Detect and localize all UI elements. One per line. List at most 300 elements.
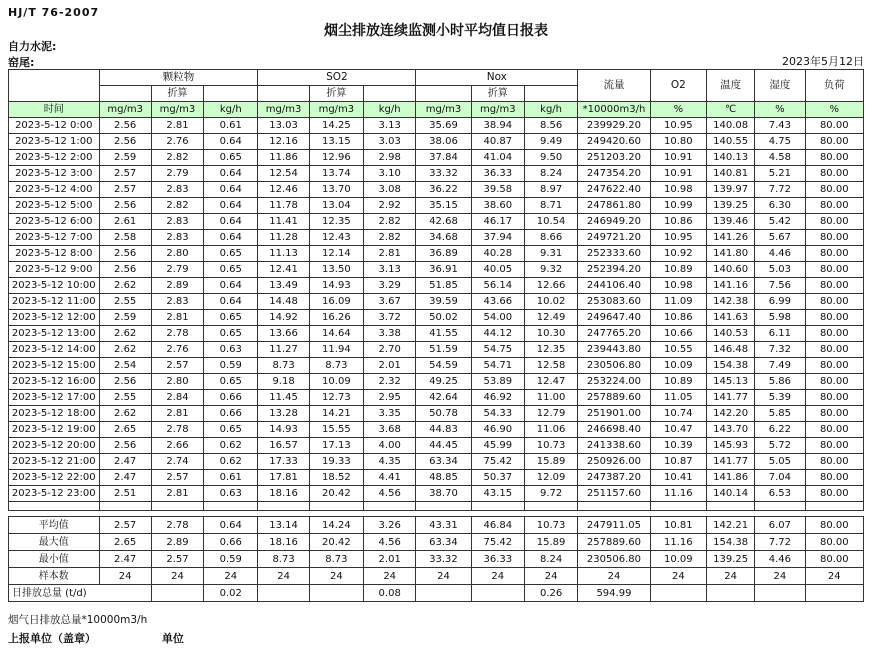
table-row xyxy=(9,262,864,278)
summary-row xyxy=(9,517,864,534)
value-cell: 12.41 xyxy=(258,262,309,278)
table-row xyxy=(9,182,864,198)
value-cell: 14.64 xyxy=(309,326,363,342)
site-name: 窑尾: xyxy=(8,56,35,69)
blank-cell xyxy=(524,502,577,511)
value-cell: 14.25 xyxy=(309,118,363,134)
signature-line xyxy=(8,630,864,646)
unit-header: mg/m3 xyxy=(151,102,203,118)
value-cell: 141.26 xyxy=(706,230,754,246)
report-date: 2023年5月12日 xyxy=(782,55,864,68)
value-cell: 8.24 xyxy=(524,551,577,568)
value-cell: 2.80 xyxy=(151,374,203,390)
value-cell: 0.65 xyxy=(204,310,258,326)
value-cell: 54.33 xyxy=(471,406,524,422)
value-cell: 36.22 xyxy=(416,182,471,198)
value-cell: 46.90 xyxy=(471,422,524,438)
value-cell: 54.75 xyxy=(471,342,524,358)
value-cell: 2.51 xyxy=(99,486,151,502)
time-cell: 2023-5-12 9:00 xyxy=(9,262,100,278)
value-cell: 2.76 xyxy=(151,134,203,150)
value-cell: 24 xyxy=(364,568,416,585)
value-cell: 20.42 xyxy=(309,486,363,502)
value-cell: 0.59 xyxy=(204,358,258,374)
summary-row xyxy=(9,534,864,551)
value-cell: 2.58 xyxy=(99,230,151,246)
value-cell: 2.92 xyxy=(364,198,416,214)
value-cell: 8.73 xyxy=(309,358,363,374)
value-cell: 2.56 xyxy=(99,134,151,150)
value-cell: 35.15 xyxy=(416,198,471,214)
value-cell: 3.29 xyxy=(364,278,416,294)
value-cell: 0.65 xyxy=(204,150,258,166)
report-unit-label: 上报单位（盖章） xyxy=(8,632,96,645)
time-cell: 2023-5-12 15:00 xyxy=(9,358,100,374)
value-cell: 80.00 xyxy=(805,454,863,470)
value-cell: 247354.20 xyxy=(578,166,650,182)
value-cell: 16.26 xyxy=(309,310,363,326)
table-row xyxy=(9,278,864,294)
value-cell: 0.61 xyxy=(204,118,258,134)
value-cell: 80.00 xyxy=(805,182,863,198)
value-cell: 10.30 xyxy=(524,326,577,342)
value-cell: 257889.60 xyxy=(578,534,650,551)
value-cell: 2.82 xyxy=(151,150,203,166)
value-cell: 14.92 xyxy=(258,310,309,326)
value-cell: 10.47 xyxy=(650,422,706,438)
table-row xyxy=(9,230,864,246)
table-row xyxy=(9,422,864,438)
value-cell: 2.81 xyxy=(364,246,416,262)
value-cell: 3.10 xyxy=(364,166,416,182)
blank-cell xyxy=(471,502,524,511)
blank-cell xyxy=(99,86,151,102)
value-cell: 253083.60 xyxy=(578,294,650,310)
value-cell: 13.03 xyxy=(258,118,309,134)
value-cell: 13.14 xyxy=(258,517,309,534)
value-cell: 2.56 xyxy=(99,374,151,390)
value-cell: 24 xyxy=(204,568,258,585)
value-cell xyxy=(755,585,805,602)
value-cell: 24 xyxy=(471,568,524,585)
time-cell: 2023-5-12 17:00 xyxy=(9,390,100,406)
value-cell: 251901.00 xyxy=(578,406,650,422)
value-cell: 6.22 xyxy=(755,422,805,438)
value-cell: 49.25 xyxy=(416,374,471,390)
value-cell: 41.04 xyxy=(471,150,524,166)
time-cell: 2023-5-12 2:00 xyxy=(9,150,100,166)
time-cell: 2023-5-12 10:00 xyxy=(9,278,100,294)
value-cell: 44.12 xyxy=(471,326,524,342)
value-cell: 8.66 xyxy=(524,230,577,246)
daily-total-label: 日排放总量 (t/d) xyxy=(9,585,152,602)
value-cell: 0.64 xyxy=(204,214,258,230)
time-cell: 2023-5-12 16:00 xyxy=(9,374,100,390)
value-cell: 0.64 xyxy=(204,278,258,294)
value-cell: 13.50 xyxy=(309,262,363,278)
value-cell: 247911.05 xyxy=(578,517,650,534)
value-cell: 10.39 xyxy=(650,438,706,454)
value-cell: 50.78 xyxy=(416,406,471,422)
value-cell: 2.74 xyxy=(151,454,203,470)
daily-total-row xyxy=(9,585,864,602)
value-cell: 246698.40 xyxy=(578,422,650,438)
unit-label: 单位 xyxy=(161,632,184,645)
value-cell: 4.58 xyxy=(755,150,805,166)
value-cell: 24 xyxy=(755,568,805,585)
time-cell: 2023-5-12 19:00 xyxy=(9,422,100,438)
time-cell: 2023-5-12 21:00 xyxy=(9,454,100,470)
summary-rows xyxy=(9,517,864,602)
header-group-row xyxy=(9,70,864,86)
table-row xyxy=(9,358,864,374)
value-cell: 8.73 xyxy=(258,551,309,568)
value-cell: 2.81 xyxy=(151,118,203,134)
value-cell: 0.66 xyxy=(204,390,258,406)
value-cell: 2.56 xyxy=(99,198,151,214)
value-cell: 2.57 xyxy=(151,358,203,374)
value-cell: 14.21 xyxy=(309,406,363,422)
value-cell: 38.70 xyxy=(416,486,471,502)
value-cell: 50.37 xyxy=(471,470,524,486)
standard-code: HJ/T 76-2007 xyxy=(8,6,100,19)
value-cell: 3.03 xyxy=(364,134,416,150)
value-cell: 12.79 xyxy=(524,406,577,422)
value-cell: 2.98 xyxy=(364,150,416,166)
blank-cell xyxy=(258,86,309,102)
value-cell: 19.33 xyxy=(309,454,363,470)
value-cell: 40.87 xyxy=(471,134,524,150)
value-cell: 80.00 xyxy=(805,438,863,454)
value-cell: 44.83 xyxy=(416,422,471,438)
value-cell: 38.06 xyxy=(416,134,471,150)
value-cell: 141.16 xyxy=(706,278,754,294)
value-cell: 5.85 xyxy=(755,406,805,422)
value-cell: 42.68 xyxy=(416,214,471,230)
value-cell: 0.65 xyxy=(204,374,258,390)
value-cell: 80.00 xyxy=(805,294,863,310)
value-cell: 11.06 xyxy=(524,422,577,438)
value-cell: 10.87 xyxy=(650,454,706,470)
summary-label: 最小值 xyxy=(9,551,100,568)
value-cell: 4.41 xyxy=(364,470,416,486)
value-cell: 0.08 xyxy=(364,585,416,602)
value-cell: 2.59 xyxy=(99,150,151,166)
value-cell: 2.56 xyxy=(99,246,151,262)
value-cell: 0.64 xyxy=(204,134,258,150)
converted-label: 折算 xyxy=(309,86,363,102)
value-cell: 24 xyxy=(416,568,471,585)
value-cell: 5.21 xyxy=(755,166,805,182)
value-cell: 8.97 xyxy=(524,182,577,198)
blank-cell xyxy=(204,502,258,511)
value-cell: 42.64 xyxy=(416,390,471,406)
value-cell: 11.00 xyxy=(524,390,577,406)
value-cell xyxy=(706,585,754,602)
value-cell: 2.59 xyxy=(99,310,151,326)
value-cell: 2.56 xyxy=(99,438,151,454)
header-humidity: 湿度 xyxy=(755,70,805,102)
value-cell: 12.66 xyxy=(524,278,577,294)
value-cell: 6.30 xyxy=(755,198,805,214)
time-cell: 2023-5-12 0:00 xyxy=(9,118,100,134)
value-cell: 2.65 xyxy=(99,534,151,551)
value-cell: 5.05 xyxy=(755,454,805,470)
value-cell: 4.56 xyxy=(364,534,416,551)
value-cell: 54.59 xyxy=(416,358,471,374)
value-cell: 80.00 xyxy=(805,470,863,486)
value-cell: 44.45 xyxy=(416,438,471,454)
units-row xyxy=(9,102,864,118)
value-cell: 0.62 xyxy=(204,438,258,454)
value-cell: 5.39 xyxy=(755,390,805,406)
value-cell: 48.85 xyxy=(416,470,471,486)
value-cell: 36.33 xyxy=(471,166,524,182)
value-cell: 252333.60 xyxy=(578,246,650,262)
value-cell: 80.00 xyxy=(805,390,863,406)
value-cell: 247387.20 xyxy=(578,470,650,486)
value-cell: 2.57 xyxy=(99,182,151,198)
value-cell: 80.00 xyxy=(805,422,863,438)
time-cell: 2023-5-12 12:00 xyxy=(9,310,100,326)
value-cell: 12.58 xyxy=(524,358,577,374)
value-cell: 13.66 xyxy=(258,326,309,342)
value-cell: 15.89 xyxy=(524,534,577,551)
value-cell: 80.00 xyxy=(805,358,863,374)
blank-cell xyxy=(364,86,416,102)
value-cell: 80.00 xyxy=(805,230,863,246)
value-cell: 2.61 xyxy=(99,214,151,230)
value-cell: 2.78 xyxy=(151,517,203,534)
value-cell: 80.00 xyxy=(805,134,863,150)
value-cell: 2.57 xyxy=(151,551,203,568)
value-cell: 80.00 xyxy=(805,374,863,390)
value-cell xyxy=(258,585,309,602)
value-cell: 80.00 xyxy=(805,342,863,358)
header-so2: SO2 xyxy=(258,70,416,86)
value-cell: 10.55 xyxy=(650,342,706,358)
value-cell: 140.60 xyxy=(706,262,754,278)
value-cell: 7.56 xyxy=(755,278,805,294)
value-cell: 11.13 xyxy=(258,246,309,262)
unit-header: mg/m3 xyxy=(258,102,309,118)
value-cell: 13.70 xyxy=(309,182,363,198)
value-cell: 36.91 xyxy=(416,262,471,278)
value-cell: 2.01 xyxy=(364,551,416,568)
value-cell: 3.13 xyxy=(364,118,416,134)
value-cell: 139.25 xyxy=(706,551,754,568)
value-cell: 2.55 xyxy=(99,390,151,406)
value-cell: 4.46 xyxy=(755,246,805,262)
value-cell: 142.38 xyxy=(706,294,754,310)
value-cell: 0.64 xyxy=(204,198,258,214)
value-cell: 43.15 xyxy=(471,486,524,502)
value-cell: 24 xyxy=(99,568,151,585)
header-o2: O2 xyxy=(650,70,706,102)
value-cell: 13.28 xyxy=(258,406,309,422)
time-cell: 2023-5-12 13:00 xyxy=(9,326,100,342)
value-cell: 63.34 xyxy=(416,454,471,470)
value-cell: 241338.60 xyxy=(578,438,650,454)
unit-header: kg/h xyxy=(204,102,258,118)
value-cell: 11.41 xyxy=(258,214,309,230)
value-cell: 154.38 xyxy=(706,534,754,551)
value-cell: 56.14 xyxy=(471,278,524,294)
table-row xyxy=(9,326,864,342)
value-cell: 2.84 xyxy=(151,390,203,406)
table-row xyxy=(9,390,864,406)
blank-cell xyxy=(706,502,754,511)
value-cell: 10.41 xyxy=(650,470,706,486)
value-cell: 40.05 xyxy=(471,262,524,278)
value-cell: 24 xyxy=(706,568,754,585)
value-cell: 0.64 xyxy=(204,294,258,310)
blank-cell xyxy=(309,502,363,511)
value-cell: 51.85 xyxy=(416,278,471,294)
value-cell: 10.92 xyxy=(650,246,706,262)
value-cell: 4.56 xyxy=(364,486,416,502)
value-cell: 17.33 xyxy=(258,454,309,470)
value-cell: 18.52 xyxy=(309,470,363,486)
converted-label: 折算 xyxy=(471,86,524,102)
value-cell: 4.00 xyxy=(364,438,416,454)
table-row xyxy=(9,406,864,422)
value-cell: 80.00 xyxy=(805,406,863,422)
value-cell: 140.13 xyxy=(706,150,754,166)
summary-label: 平均值 xyxy=(9,517,100,534)
value-cell: 10.89 xyxy=(650,374,706,390)
value-cell: 3.67 xyxy=(364,294,416,310)
value-cell: 9.72 xyxy=(524,486,577,502)
value-cell: 11.05 xyxy=(650,390,706,406)
value-cell: 249420.60 xyxy=(578,134,650,150)
value-cell: 0.63 xyxy=(204,342,258,358)
value-cell: 43.66 xyxy=(471,294,524,310)
value-cell: 38.94 xyxy=(471,118,524,134)
value-cell: 4.35 xyxy=(364,454,416,470)
value-cell: 0.02 xyxy=(204,585,258,602)
value-cell: 18.16 xyxy=(258,486,309,502)
value-cell: 34.68 xyxy=(416,230,471,246)
value-cell: 230506.80 xyxy=(578,551,650,568)
value-cell: 50.02 xyxy=(416,310,471,326)
value-cell: 14.93 xyxy=(258,422,309,438)
value-cell: 80.00 xyxy=(805,214,863,230)
value-cell: 39.58 xyxy=(471,182,524,198)
value-cell: 2.79 xyxy=(151,262,203,278)
time-cell: 2023-5-12 8:00 xyxy=(9,246,100,262)
table-row xyxy=(9,294,864,310)
value-cell: 6.99 xyxy=(755,294,805,310)
value-cell: 36.33 xyxy=(471,551,524,568)
value-cell: 37.84 xyxy=(416,150,471,166)
value-cell: 2.62 xyxy=(99,278,151,294)
value-cell: 11.28 xyxy=(258,230,309,246)
value-cell: 8.73 xyxy=(258,358,309,374)
value-cell: 10.86 xyxy=(650,214,706,230)
value-cell: 46.92 xyxy=(471,390,524,406)
value-cell: 10.09 xyxy=(309,374,363,390)
value-cell: 143.70 xyxy=(706,422,754,438)
summary-label: 样本数 xyxy=(9,568,100,585)
value-cell: 10.91 xyxy=(650,166,706,182)
unit-header: % xyxy=(755,102,805,118)
value-cell: 12.49 xyxy=(524,310,577,326)
value-cell: 142.20 xyxy=(706,406,754,422)
summary-row xyxy=(9,568,864,585)
value-cell: 10.74 xyxy=(650,406,706,422)
table-row xyxy=(9,470,864,486)
value-cell: 3.26 xyxy=(364,517,416,534)
table-row xyxy=(9,198,864,214)
value-cell: 6.07 xyxy=(755,517,805,534)
value-cell: 2.57 xyxy=(99,166,151,182)
value-cell: 2.89 xyxy=(151,278,203,294)
value-cell: 2.81 xyxy=(151,406,203,422)
value-cell: 257889.60 xyxy=(578,390,650,406)
value-cell: 10.66 xyxy=(650,326,706,342)
value-cell: 4.46 xyxy=(755,551,805,568)
value-cell: 16.09 xyxy=(309,294,363,310)
value-cell: 8.73 xyxy=(309,551,363,568)
value-cell: 51.59 xyxy=(416,342,471,358)
value-cell: 2.79 xyxy=(151,166,203,182)
value-cell: 0.65 xyxy=(204,262,258,278)
value-cell: 11.78 xyxy=(258,198,309,214)
value-cell: 15.89 xyxy=(524,454,577,470)
value-cell: 7.43 xyxy=(755,118,805,134)
value-cell: 2.47 xyxy=(99,551,151,568)
value-cell: 17.81 xyxy=(258,470,309,486)
unit-header: kg/h xyxy=(364,102,416,118)
value-cell: 10.54 xyxy=(524,214,577,230)
value-cell: 6.53 xyxy=(755,486,805,502)
value-cell: 2.57 xyxy=(151,470,203,486)
value-cell: 140.53 xyxy=(706,326,754,342)
value-cell: 2.54 xyxy=(99,358,151,374)
value-cell xyxy=(151,585,203,602)
converted-label: 折算 xyxy=(151,86,203,102)
value-cell: 11.86 xyxy=(258,150,309,166)
value-cell: 230506.80 xyxy=(578,358,650,374)
time-cell: 2023-5-12 6:00 xyxy=(9,214,100,230)
hourly-rows xyxy=(9,118,864,511)
header-temperature: 温度 xyxy=(706,70,754,102)
value-cell: 0.62 xyxy=(204,454,258,470)
value-cell: 2.32 xyxy=(364,374,416,390)
value-cell: 2.80 xyxy=(151,246,203,262)
value-cell: 80.00 xyxy=(805,118,863,134)
value-cell: 35.69 xyxy=(416,118,471,134)
value-cell: 75.42 xyxy=(471,534,524,551)
value-cell: 139.97 xyxy=(706,182,754,198)
value-cell: 2.47 xyxy=(99,470,151,486)
blank-cell xyxy=(755,502,805,511)
value-cell: 53.89 xyxy=(471,374,524,390)
time-column-header: 时间 xyxy=(9,102,100,118)
value-cell: 594.99 xyxy=(578,585,650,602)
value-cell: 141.77 xyxy=(706,454,754,470)
value-cell: 0.63 xyxy=(204,486,258,502)
value-cell: 2.62 xyxy=(99,342,151,358)
table-row xyxy=(9,134,864,150)
value-cell: 14.24 xyxy=(309,517,363,534)
unit-header: *10000m3/h xyxy=(578,102,650,118)
blank-cell xyxy=(258,502,309,511)
value-cell: 251157.60 xyxy=(578,486,650,502)
hourly-report-table xyxy=(8,69,864,511)
value-cell: 10.09 xyxy=(650,358,706,374)
